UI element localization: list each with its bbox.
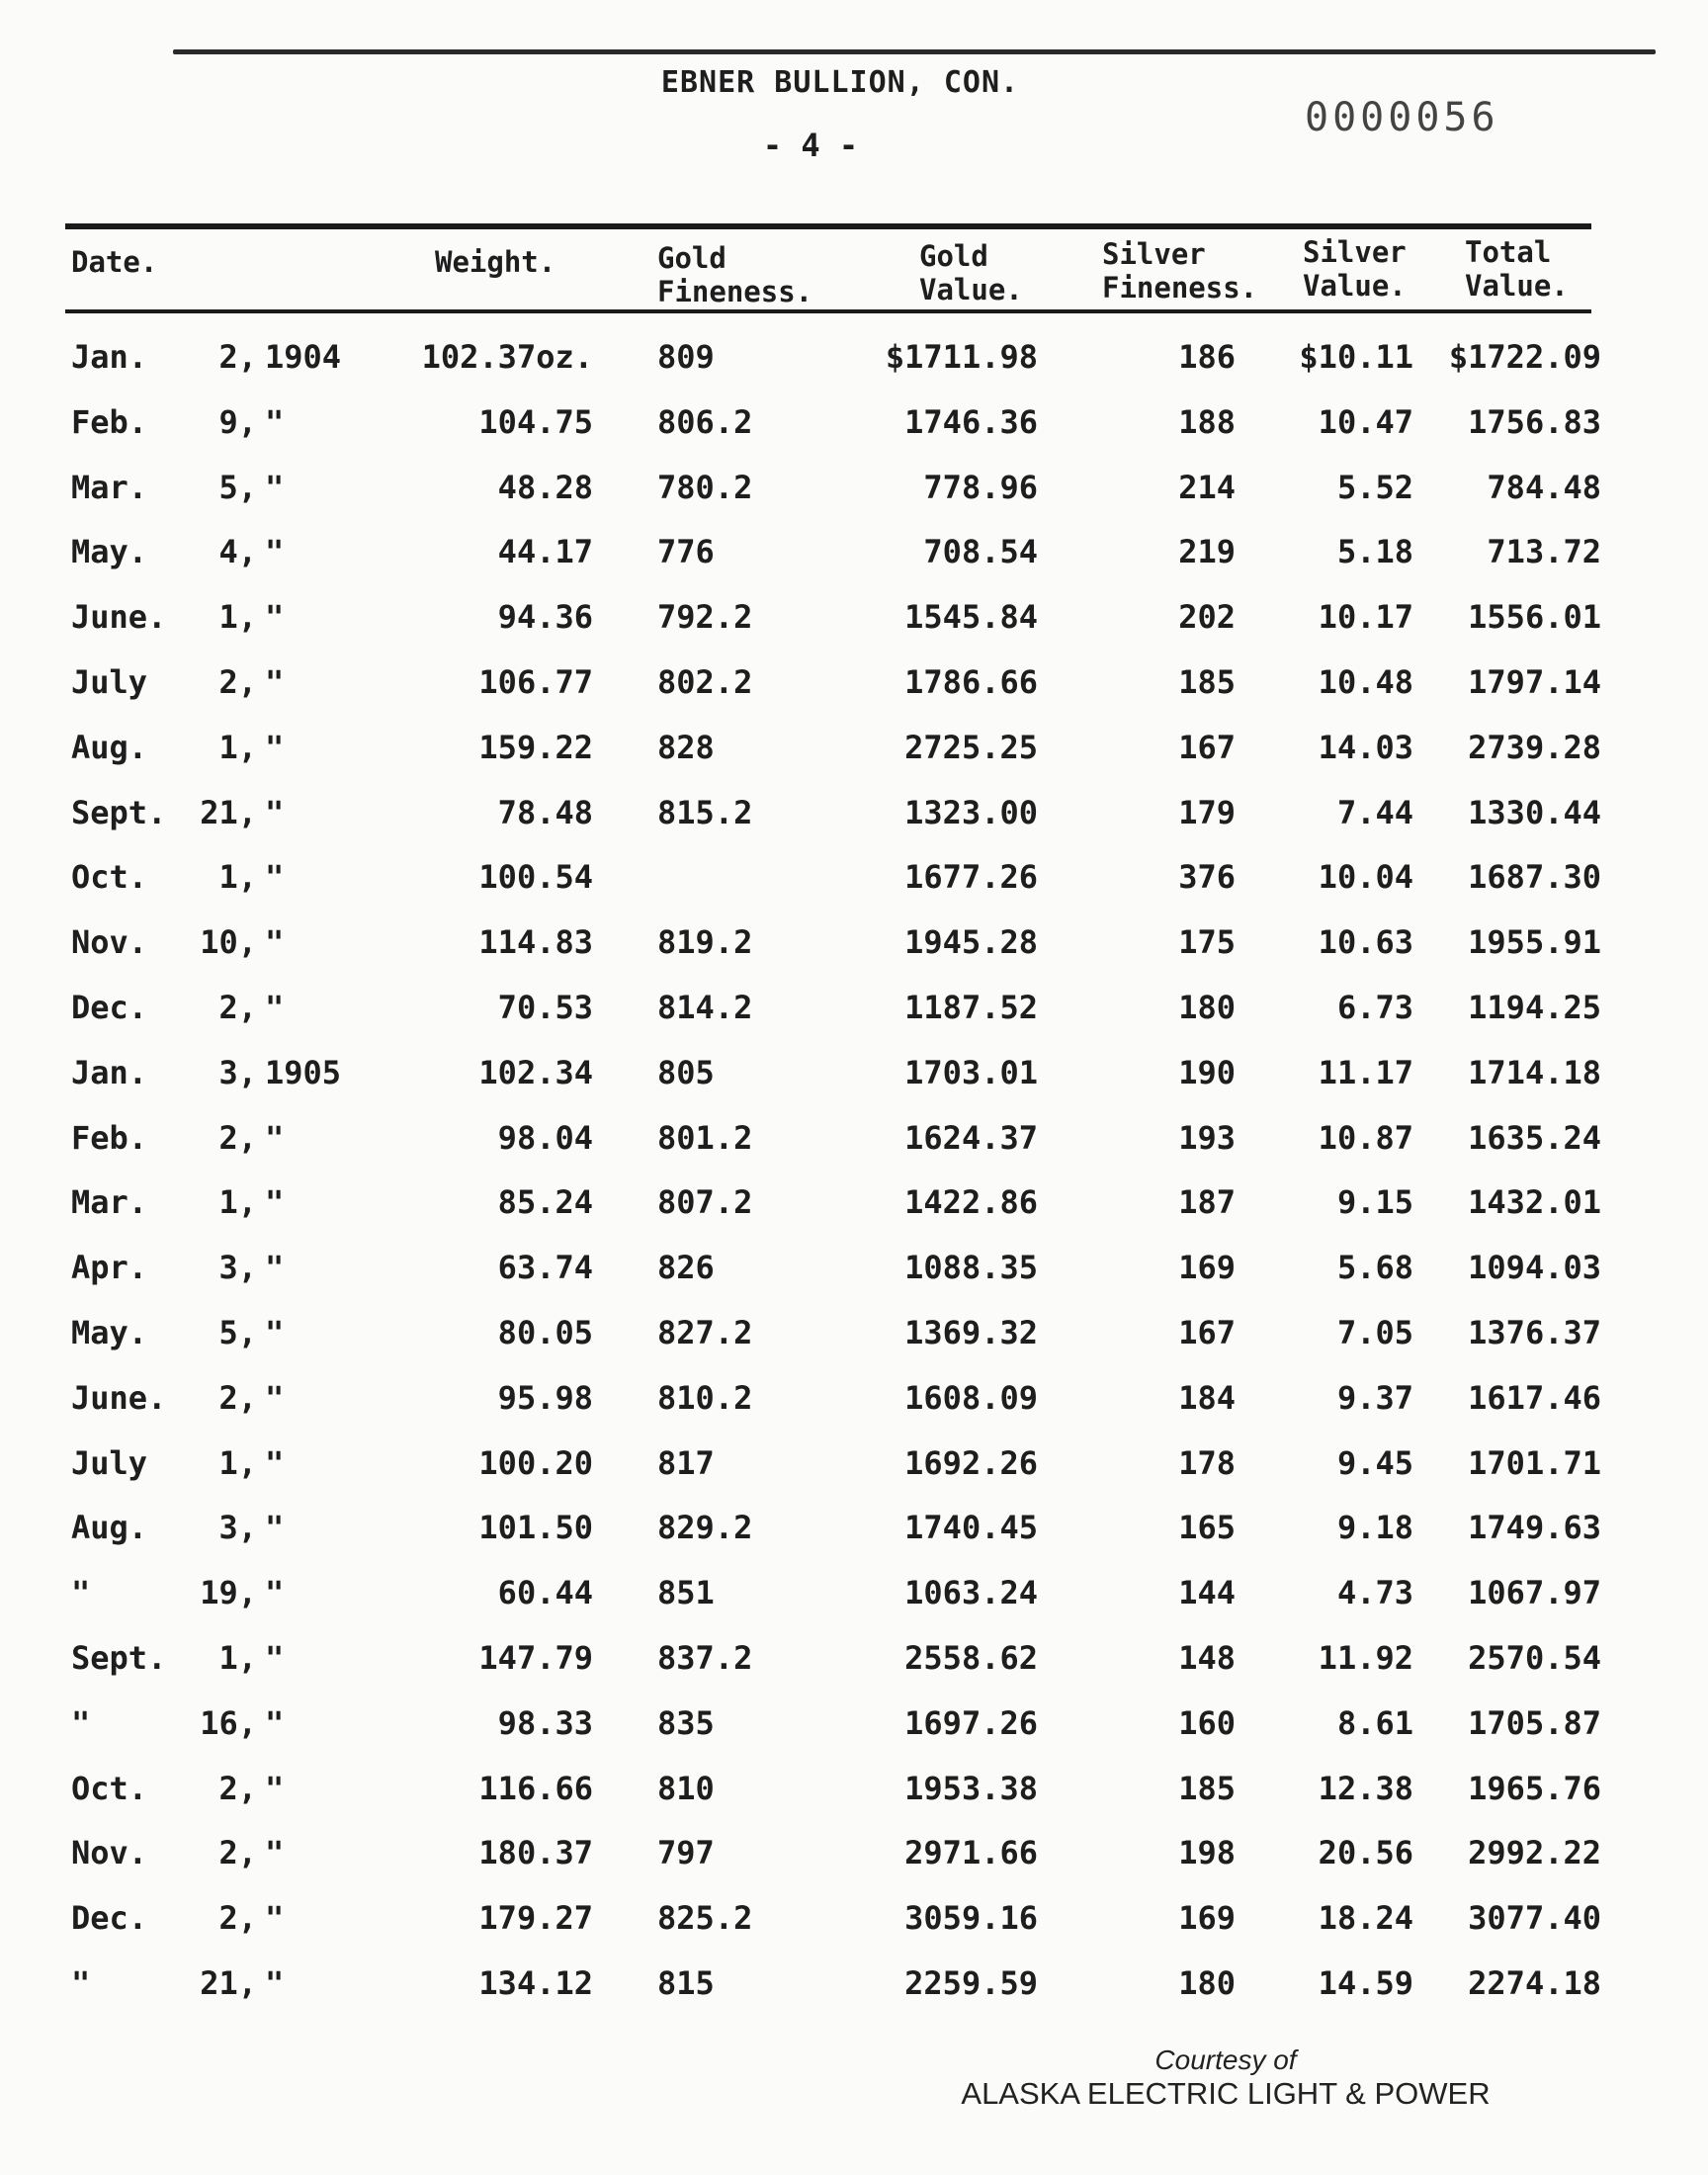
row-silver-value: 7.05: [1336, 1313, 1413, 1351]
row-gold-fineness: 837.2: [657, 1638, 753, 1677]
row-day: 4,: [218, 533, 257, 571]
bullion-table-body: [0, 326, 1708, 2018]
row-gold-fineness: 835: [657, 1703, 715, 1742]
row-silver-fineness: 185: [1178, 662, 1236, 701]
table-row: [0, 977, 1708, 1042]
row-gold-value: 708.54: [923, 533, 1038, 571]
row-gold-value: 1369.32: [904, 1313, 1038, 1351]
row-gold-value: 2558.62: [904, 1638, 1038, 1677]
row-day: 3,: [218, 1509, 257, 1547]
row-silver-value: 11.17: [1318, 1053, 1413, 1091]
table-row: [0, 782, 1708, 847]
row-weight: 44.17: [497, 533, 593, 571]
row-silver-value: 20.56: [1318, 1834, 1413, 1872]
row-year: ": [265, 1769, 285, 1807]
row-silver-value: 14.59: [1318, 1963, 1413, 2002]
row-weight: 94.36: [497, 598, 593, 637]
row-day: 2,: [218, 662, 257, 701]
row-weight: 85.24: [497, 1183, 593, 1222]
row-month: Sept.: [71, 793, 167, 831]
row-day: 2,: [218, 1899, 257, 1938]
row-month: Nov.: [71, 923, 148, 962]
row-silver-fineness: 167: [1178, 1313, 1236, 1351]
row-total-value: 1797.14: [1468, 662, 1601, 701]
row-gold-fineness: 825.2: [657, 1899, 753, 1938]
table-row: [0, 1237, 1708, 1302]
row-gold-fineness: 817: [657, 1443, 715, 1482]
row-silver-fineness: 184: [1178, 1378, 1236, 1417]
row-gold-value: 3059.16: [904, 1899, 1038, 1938]
row-gold-value: 1063.24: [904, 1574, 1038, 1612]
table-row: [0, 1627, 1708, 1693]
row-month: May.: [71, 1313, 148, 1351]
row-month: Jan.: [71, 1053, 148, 1091]
table-row: [0, 717, 1708, 782]
document-id-stamp: 0000056: [1305, 95, 1499, 140]
row-day: 19,: [200, 1574, 257, 1612]
header-date: Date.: [71, 245, 158, 279]
row-day: 16,: [200, 1703, 257, 1742]
row-year: ": [265, 1509, 285, 1547]
table-row: [0, 1497, 1708, 1562]
row-year: ": [265, 1378, 285, 1417]
row-total-value: 1067.97: [1468, 1574, 1601, 1612]
row-silver-value: 6.73: [1336, 988, 1413, 1026]
row-year: ": [265, 1183, 285, 1222]
row-silver-value: 18.24: [1318, 1899, 1413, 1938]
row-weight: 100.20: [478, 1443, 593, 1482]
row-month: Sept.: [71, 1638, 167, 1677]
row-total-value: 1749.63: [1468, 1509, 1601, 1547]
row-gold-fineness: 809: [657, 338, 715, 376]
row-weight: 98.33: [497, 1703, 593, 1742]
row-day: 1,: [218, 1443, 257, 1482]
row-total-value: 1705.87: [1468, 1703, 1601, 1742]
row-day: 2,: [218, 1769, 257, 1807]
row-month: May.: [71, 533, 148, 571]
row-weight: 102.37oz.: [421, 338, 593, 376]
row-gold-value: 1703.01: [904, 1053, 1038, 1091]
table-row: [0, 1953, 1708, 2018]
row-year: ": [265, 1638, 285, 1677]
row-gold-fineness: 807.2: [657, 1183, 753, 1222]
table-row: [0, 1367, 1708, 1433]
row-gold-value: 1677.26: [904, 858, 1038, 897]
row-silver-fineness: 219: [1178, 533, 1236, 571]
row-total-value: 1714.18: [1468, 1053, 1601, 1091]
row-total-value: 1330.44: [1468, 793, 1601, 831]
row-month: Mar.: [71, 468, 148, 506]
row-month: June.: [71, 1378, 167, 1417]
row-silver-fineness: 144: [1178, 1574, 1236, 1612]
row-day: 2,: [218, 1118, 257, 1157]
row-gold-fineness: 797: [657, 1834, 715, 1872]
table-top-rule: [65, 223, 1591, 229]
row-gold-value: 1088.35: [904, 1249, 1038, 1287]
row-silver-value: 9.15: [1336, 1183, 1413, 1222]
row-gold-fineness: 819.2: [657, 923, 753, 962]
row-silver-fineness: 179: [1178, 793, 1236, 831]
row-silver-value: 10.63: [1318, 923, 1413, 962]
row-year: 1905: [265, 1053, 342, 1091]
row-gold-fineness: 792.2: [657, 598, 753, 637]
row-day: 2,: [218, 988, 257, 1026]
row-gold-value: 1608.09: [904, 1378, 1038, 1417]
row-year: ": [265, 1703, 285, 1742]
row-gold-value: 1740.45: [904, 1509, 1038, 1547]
row-total-value: 1094.03: [1468, 1249, 1601, 1287]
table-row: [0, 1758, 1708, 1823]
row-day: 3,: [218, 1053, 257, 1091]
row-silver-value: 10.04: [1318, 858, 1413, 897]
row-day: 1,: [218, 728, 257, 766]
row-gold-value: 1187.52: [904, 988, 1038, 1026]
row-silver-fineness: 187: [1178, 1183, 1236, 1222]
row-silver-fineness: 160: [1178, 1703, 1236, 1742]
row-year: ": [265, 598, 285, 637]
row-total-value: 1701.71: [1468, 1443, 1601, 1482]
header-total-value: Total Value.: [1465, 235, 1569, 303]
courtesy-line-1: Courtesy of: [1154, 2044, 1297, 2075]
row-year: ": [265, 793, 285, 831]
table-row: [0, 1822, 1708, 1887]
row-year: ": [265, 662, 285, 701]
row-total-value: 1955.91: [1468, 923, 1601, 962]
row-month: ": [71, 1963, 91, 2002]
row-weight: 134.12: [478, 1963, 593, 2002]
row-day: 2,: [218, 338, 257, 376]
row-day: 5,: [218, 468, 257, 506]
row-year: ": [265, 858, 285, 897]
row-day: 10,: [200, 923, 257, 962]
row-gold-fineness: 851: [657, 1574, 715, 1612]
row-year: ": [265, 1834, 285, 1872]
row-day: 5,: [218, 1313, 257, 1351]
row-weight: 60.44: [497, 1574, 593, 1612]
row-year: ": [265, 1443, 285, 1482]
row-gold-fineness: 806.2: [657, 402, 753, 441]
row-total-value: $1722.09: [1448, 338, 1601, 376]
row-gold-fineness: 805: [657, 1053, 715, 1091]
row-weight: 114.83: [478, 923, 593, 962]
table-row: [0, 1172, 1708, 1237]
row-gold-value: 1692.26: [904, 1443, 1038, 1482]
row-gold-value: 1323.00: [904, 793, 1038, 831]
row-silver-fineness: 198: [1178, 1834, 1236, 1872]
row-month: Feb.: [71, 402, 148, 441]
row-day: 2,: [218, 1834, 257, 1872]
row-month: Apr.: [71, 1249, 148, 1287]
row-month: July: [71, 662, 148, 701]
row-silver-fineness: 185: [1178, 1769, 1236, 1807]
row-silver-value: 9.18: [1336, 1509, 1413, 1547]
header-silver-fineness: Silver Fineness.: [1102, 237, 1258, 304]
row-gold-fineness: 829.2: [657, 1509, 753, 1547]
row-silver-value: 12.38: [1318, 1769, 1413, 1807]
row-silver-fineness: 214: [1178, 468, 1236, 506]
row-gold-value: 1545.84: [904, 598, 1038, 637]
row-gold-value: 1422.86: [904, 1183, 1038, 1222]
row-gold-value: 1624.37: [904, 1118, 1038, 1157]
row-weight: 102.34: [478, 1053, 593, 1091]
row-silver-value: 10.17: [1318, 598, 1413, 637]
row-gold-fineness: 827.2: [657, 1313, 753, 1351]
row-year: ": [265, 1963, 285, 2002]
row-year: ": [265, 1249, 285, 1287]
row-gold-fineness: 810.2: [657, 1378, 753, 1417]
row-month: Dec.: [71, 1899, 148, 1938]
row-gold-value: 2725.25: [904, 728, 1038, 766]
row-gold-fineness: 801.2: [657, 1118, 753, 1157]
row-total-value: 1756.83: [1468, 402, 1601, 441]
table-row: [0, 326, 1708, 392]
row-silver-value: 9.45: [1336, 1443, 1413, 1482]
row-weight: 80.05: [497, 1313, 593, 1351]
row-gold-value: 1697.26: [904, 1703, 1038, 1742]
row-silver-value: 10.87: [1318, 1118, 1413, 1157]
row-gold-fineness: 814.2: [657, 988, 753, 1026]
row-gold-value: 778.96: [923, 468, 1038, 506]
row-silver-fineness: 202: [1178, 598, 1236, 637]
row-month: ": [71, 1703, 91, 1742]
row-gold-value: 1746.36: [904, 402, 1038, 441]
row-weight: 147.79: [478, 1638, 593, 1677]
table-row: [0, 521, 1708, 586]
row-silver-value: 10.48: [1318, 662, 1413, 701]
row-total-value: 1432.01: [1468, 1183, 1601, 1222]
row-weight: 48.28: [497, 468, 593, 506]
row-month: Jan.: [71, 338, 148, 376]
row-day: 2,: [218, 1378, 257, 1417]
row-silver-value: 9.37: [1336, 1378, 1413, 1417]
row-weight: 159.22: [478, 728, 593, 766]
courtesy-credit: [949, 2044, 1502, 2112]
row-gold-fineness: 780.2: [657, 468, 753, 506]
row-day: 21,: [200, 1963, 257, 2002]
table-row: [0, 1042, 1708, 1107]
row-gold-value: $1711.98: [885, 338, 1038, 376]
row-silver-fineness: 180: [1178, 988, 1236, 1026]
row-silver-value: 4.73: [1336, 1574, 1413, 1612]
table-row: [0, 586, 1708, 652]
table-row: [0, 1433, 1708, 1498]
courtesy-line-2: ALASKA ELECTRIC LIGHT & POWER: [961, 2076, 1491, 2111]
row-year: ": [265, 1899, 285, 1938]
row-silver-fineness: 190: [1178, 1053, 1236, 1091]
row-gold-value: 2259.59: [904, 1963, 1038, 2002]
row-silver-fineness: 193: [1178, 1118, 1236, 1157]
row-total-value: 1635.24: [1468, 1118, 1601, 1157]
row-month: ": [71, 1574, 91, 1612]
row-silver-fineness: 376: [1178, 858, 1236, 897]
row-weight: 101.50: [478, 1509, 593, 1547]
row-year: ": [265, 533, 285, 571]
row-year: ": [265, 1313, 285, 1351]
table-row: [0, 1107, 1708, 1173]
row-month: Oct.: [71, 858, 148, 897]
row-day: 3,: [218, 1249, 257, 1287]
row-gold-value: 1945.28: [904, 923, 1038, 962]
row-weight: 180.37: [478, 1834, 593, 1872]
row-month: July: [71, 1443, 148, 1482]
row-month: Aug.: [71, 1509, 148, 1547]
table-row: [0, 1302, 1708, 1367]
row-gold-fineness: 776: [657, 533, 715, 571]
table-row: [0, 1693, 1708, 1758]
document-title: EBNER BULLION, CON.: [660, 65, 1020, 100]
row-year: ": [265, 1574, 285, 1612]
row-day: 1,: [218, 1638, 257, 1677]
row-total-value: 2570.54: [1468, 1638, 1601, 1677]
row-weight: 63.74: [497, 1249, 593, 1287]
row-weight: 78.48: [497, 793, 593, 831]
row-total-value: 1687.30: [1468, 858, 1601, 897]
row-day: 1,: [218, 858, 257, 897]
row-year: ": [265, 1118, 285, 1157]
table-row: [0, 912, 1708, 977]
row-gold-fineness: 815: [657, 1963, 715, 2002]
row-silver-value: 5.52: [1336, 468, 1413, 506]
row-year: ": [265, 468, 285, 506]
row-year: ": [265, 923, 285, 962]
row-day: 1,: [218, 1183, 257, 1222]
row-silver-fineness: 169: [1178, 1249, 1236, 1287]
row-year: ": [265, 988, 285, 1026]
row-month: Oct.: [71, 1769, 148, 1807]
row-total-value: 1617.46: [1468, 1378, 1601, 1417]
row-silver-fineness: 188: [1178, 402, 1236, 441]
table-row: [0, 457, 1708, 522]
row-silver-fineness: 148: [1178, 1638, 1236, 1677]
row-total-value: 2274.18: [1468, 1963, 1601, 2002]
row-day: 9,: [218, 402, 257, 441]
row-weight: 106.77: [478, 662, 593, 701]
header-weight: Weight.: [435, 245, 556, 279]
row-silver-fineness: 175: [1178, 923, 1236, 962]
row-gold-fineness: 828: [657, 728, 715, 766]
top-rule: [173, 49, 1656, 54]
row-weight: 116.66: [478, 1769, 593, 1807]
row-silver-value: 11.92: [1318, 1638, 1413, 1677]
table-row: [0, 392, 1708, 457]
row-day: 1,: [218, 598, 257, 637]
header-rule: [65, 309, 1591, 313]
row-silver-value: 5.18: [1336, 533, 1413, 571]
row-total-value: 1965.76: [1468, 1769, 1601, 1807]
row-weight: 95.98: [497, 1378, 593, 1417]
row-total-value: 3077.40: [1468, 1899, 1601, 1938]
row-year: 1904: [265, 338, 342, 376]
row-silver-fineness: 167: [1178, 728, 1236, 766]
row-gold-fineness: 826: [657, 1249, 715, 1287]
page-number: - 4 -: [762, 127, 859, 164]
header-silver-value: Silver Value.: [1303, 235, 1407, 303]
header-gold-fineness: Gold Fineness.: [657, 241, 813, 308]
table-row: [0, 846, 1708, 912]
row-silver-value: 14.03: [1318, 728, 1413, 766]
row-day: 21,: [200, 793, 257, 831]
row-month: Mar.: [71, 1183, 148, 1222]
row-total-value: 1194.25: [1468, 988, 1601, 1026]
row-silver-value: 10.47: [1318, 402, 1413, 441]
row-weight: 70.53: [497, 988, 593, 1026]
row-weight: 98.04: [497, 1118, 593, 1157]
table-row: [0, 1887, 1708, 1953]
row-silver-value: 5.68: [1336, 1249, 1413, 1287]
row-silver-value: $10.11: [1299, 338, 1413, 376]
row-gold-value: 1953.38: [904, 1769, 1038, 1807]
row-silver-fineness: 169: [1178, 1899, 1236, 1938]
row-gold-value: 1786.66: [904, 662, 1038, 701]
row-gold-fineness: 815.2: [657, 793, 753, 831]
row-total-value: 2739.28: [1468, 728, 1601, 766]
row-month: Nov.: [71, 1834, 148, 1872]
row-total-value: 1376.37: [1468, 1313, 1601, 1351]
row-year: ": [265, 402, 285, 441]
table-row: [0, 652, 1708, 717]
row-gold-fineness: 802.2: [657, 662, 753, 701]
row-weight: 100.54: [478, 858, 593, 897]
row-month: Dec.: [71, 988, 148, 1026]
row-silver-fineness: 165: [1178, 1509, 1236, 1547]
row-silver-fineness: 180: [1178, 1963, 1236, 2002]
row-gold-value: 2971.66: [904, 1834, 1038, 1872]
row-month: June.: [71, 598, 167, 637]
row-silver-value: 8.61: [1336, 1703, 1413, 1742]
row-gold-fineness: 810: [657, 1769, 715, 1807]
row-total-value: 2992.22: [1468, 1834, 1601, 1872]
row-total-value: 1556.01: [1468, 598, 1601, 637]
row-total-value: 713.72: [1487, 533, 1601, 571]
header-gold-value: Gold Value.: [919, 239, 1023, 306]
row-weight: 179.27: [478, 1899, 593, 1938]
row-silver-value: 7.44: [1336, 793, 1413, 831]
table-row: [0, 1562, 1708, 1627]
row-silver-fineness: 178: [1178, 1443, 1236, 1482]
row-year: ": [265, 728, 285, 766]
row-silver-fineness: 186: [1178, 338, 1236, 376]
row-month: Aug.: [71, 728, 148, 766]
row-total-value: 784.48: [1487, 468, 1601, 506]
row-weight: 104.75: [478, 402, 593, 441]
row-month: Feb.: [71, 1118, 148, 1157]
